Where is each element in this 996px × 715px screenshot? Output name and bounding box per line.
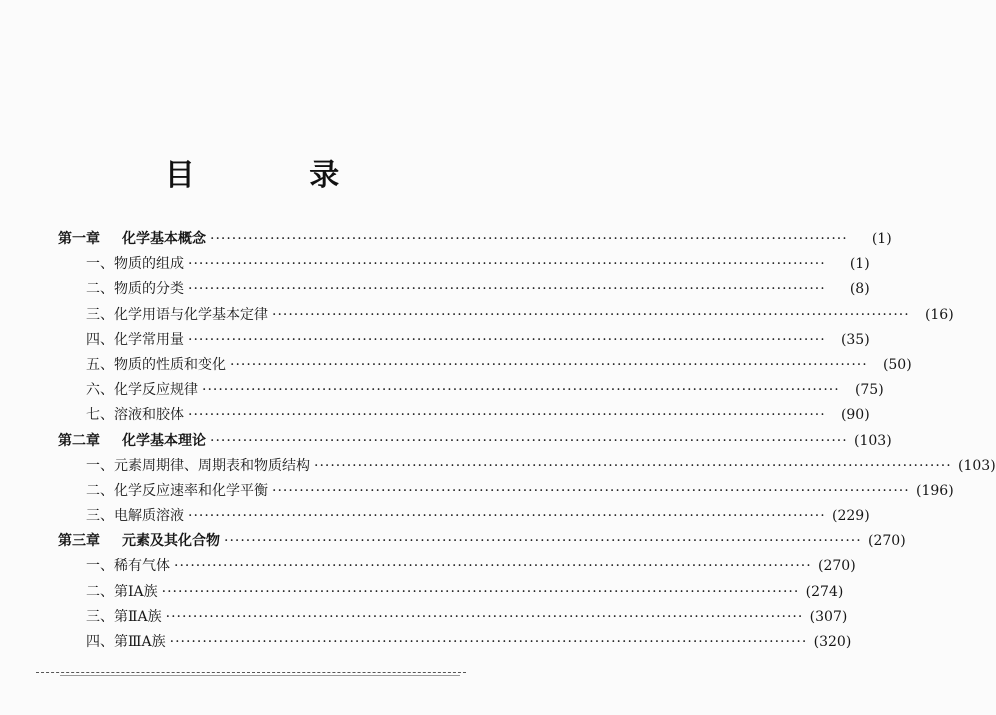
dot-leader: ····················································································································· [174,558,812,575]
page-number: (1) [849,256,870,273]
chapter-number: 第二章 [58,432,100,449]
page-number: (90) [840,407,870,424]
page-number: (270) [868,533,906,550]
dot-leader: ····················································································································· [161,583,800,600]
toc-section-row [58,606,848,631]
section-number: 一、 [86,457,114,474]
dot-leader: ····················································································································· [169,634,808,650]
page-number: (75) [854,382,884,399]
toc-section-row [58,480,954,505]
section-number: 七、 [86,407,114,424]
toc-section-row [58,379,884,404]
toc-section-row [58,354,912,379]
page-number: (103) [854,432,892,449]
toc-section-row [58,404,870,429]
section-title: 元素周期律、周期表和物质结构 [114,457,310,474]
section-title: 第ⅠA族 [114,583,158,600]
section-title: 溶液和胶体 [114,407,184,424]
page-number: (50) [882,356,912,373]
page-number: (307) [809,608,848,625]
chapter-title: 化学基本理论 [122,432,206,449]
section-number: 三、 [86,306,114,323]
page-number: (35) [840,331,870,348]
section-number: 六、 [86,382,114,399]
section-number: 三、 [86,508,114,525]
section-title: 物质的性质和变化 [114,356,226,373]
section-number: 一、 [86,558,114,575]
toc-chapter-row [58,530,906,555]
toc-section-row [58,329,870,354]
toc-section-row [58,555,856,580]
page-number: (274) [805,583,844,600]
section-number: 一、 [86,256,114,273]
section-title: 化学常用量 [114,331,184,348]
dot-leader: ····················································································································· [272,306,910,323]
dot-leader: ····················································································································· [202,382,840,399]
table-of-contents [58,228,996,656]
page-title: 目 录 [164,158,392,193]
dot-leader: ····················································································································· [210,432,848,449]
section-title: 物质的组成 [114,256,184,273]
section-title: 第ⅡA族 [114,608,162,625]
toc-section-row [58,581,844,606]
dot-leader: ····················································································································· [224,533,862,550]
page-number: (103) [958,457,996,474]
dot-leader: ····················································································································· [188,508,826,525]
toc-section-row [58,631,852,656]
toc-section-row [58,304,954,329]
page-number: (270) [818,558,856,575]
toc-section-row [58,505,870,530]
section-title: 化学用语与化学基本定律 [114,306,268,323]
toc-chapter-row [58,430,892,455]
dot-leader: ····················································································································· [314,457,952,474]
page-number: (1) [871,231,892,247]
section-number: 三、 [86,608,114,625]
page-number: (16) [924,306,954,323]
section-title: 第ⅢA族 [114,634,166,650]
page-number: (229) [832,508,870,525]
section-number: 四、 [86,634,114,650]
section-title: 电解质溶液 [114,508,184,525]
chapter-title: 化学基本概念 [122,231,206,247]
section-title: 化学反应速率和化学平衡 [114,482,268,499]
toc-section-row [58,253,870,278]
bottom-divider-secondary [60,675,460,676]
page-number: (320) [813,634,852,650]
toc-section-row [58,455,996,480]
dot-leader: ····················································································································· [188,256,826,273]
dot-leader: ····················································································································· [188,331,826,348]
dot-leader: ····················································································································· [210,231,848,247]
section-number: 二、 [86,281,114,298]
page-number: (196) [916,482,954,499]
section-title: 物质的分类 [114,281,184,298]
section-number: 二、 [86,583,114,600]
chapter-title: 元素及其化合物 [122,533,220,550]
section-number: 五、 [86,356,114,373]
section-number: 二、 [86,482,114,499]
bottom-divider [36,672,466,673]
toc-chapter-row [58,228,892,253]
page-number: (8) [849,281,870,298]
section-title: 稀有气体 [114,558,170,575]
dot-leader: ····················································································································· [230,356,868,373]
dot-leader: ····················································································································· [188,281,826,298]
chapter-number: 第三章 [58,533,100,550]
section-number: 四、 [86,331,114,348]
section-title: 化学反应规律 [114,382,198,399]
chapter-number: 第一章 [58,231,100,247]
toc-section-row [58,278,870,303]
dot-leader: ····················································································································· [188,407,826,424]
dot-leader: ····················································································································· [272,482,910,499]
dot-leader: ····················································································································· [165,608,804,625]
